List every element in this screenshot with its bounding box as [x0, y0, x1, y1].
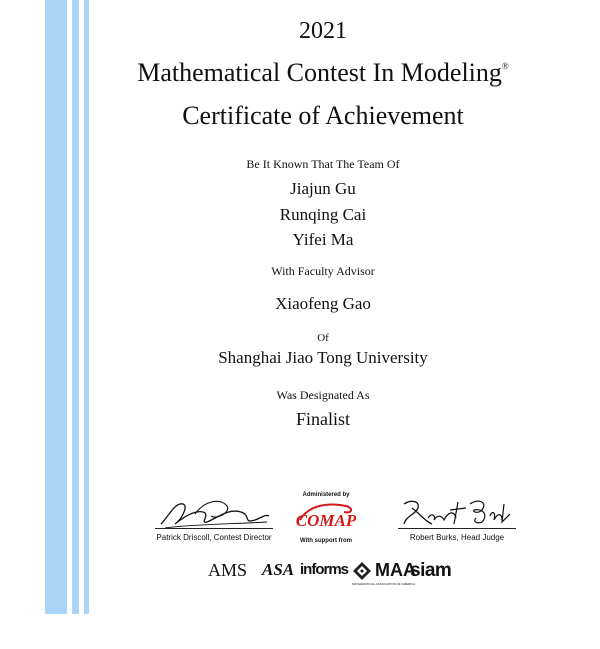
registered-mark: ® [501, 61, 509, 71]
comap-logo [296, 500, 356, 534]
maa-logo: MAA [375, 560, 416, 580]
institution-intro: Of [317, 332, 329, 344]
maa-emblem-icon [352, 561, 372, 581]
certificate-title: Certificate of Achievement [182, 101, 464, 130]
head-judge-signature [398, 494, 516, 532]
head-judge-caption: Robert Burks, Head Judge [409, 533, 505, 542]
head-judge-signature-line [398, 528, 516, 529]
team-intro: Be It Known That The Team Of [246, 157, 400, 171]
team-member: Jiajun Gu [290, 179, 356, 198]
asa-logo: ASA [262, 560, 295, 579]
contest-title-text: Mathematical Contest In Modeling [137, 58, 502, 87]
team-member: Yifei Ma [292, 230, 354, 249]
svg-text:COMAP: COMAP [296, 511, 356, 530]
team-member: Runqing Cai [279, 205, 367, 224]
advisor-intro: With Faculty Advisor [271, 264, 375, 278]
institution-name: Shanghai Jiao Tong University [218, 348, 428, 367]
siam-logo: siam [410, 560, 452, 581]
director-signature-line [155, 528, 273, 529]
support-label: With support from [300, 538, 352, 544]
designation-award: Finalist [295, 409, 350, 429]
certificate-year: 2021 [299, 18, 347, 44]
designation-intro: Was Designated As [276, 388, 370, 402]
ams-logo: AMS [208, 560, 248, 580]
administered-by-label: Administered by [302, 492, 350, 498]
maa-subtitle: MATHEMATICAL ASSOCIATION OF AMERICA [352, 582, 416, 586]
informs-logo: informs [300, 561, 349, 578]
director-caption: Patrick Driscoll, Contest Director [156, 533, 272, 542]
director-signature [155, 494, 273, 532]
advisor-name: Xiaofeng Gao [275, 294, 371, 313]
contest-title [0, 58, 600, 88]
